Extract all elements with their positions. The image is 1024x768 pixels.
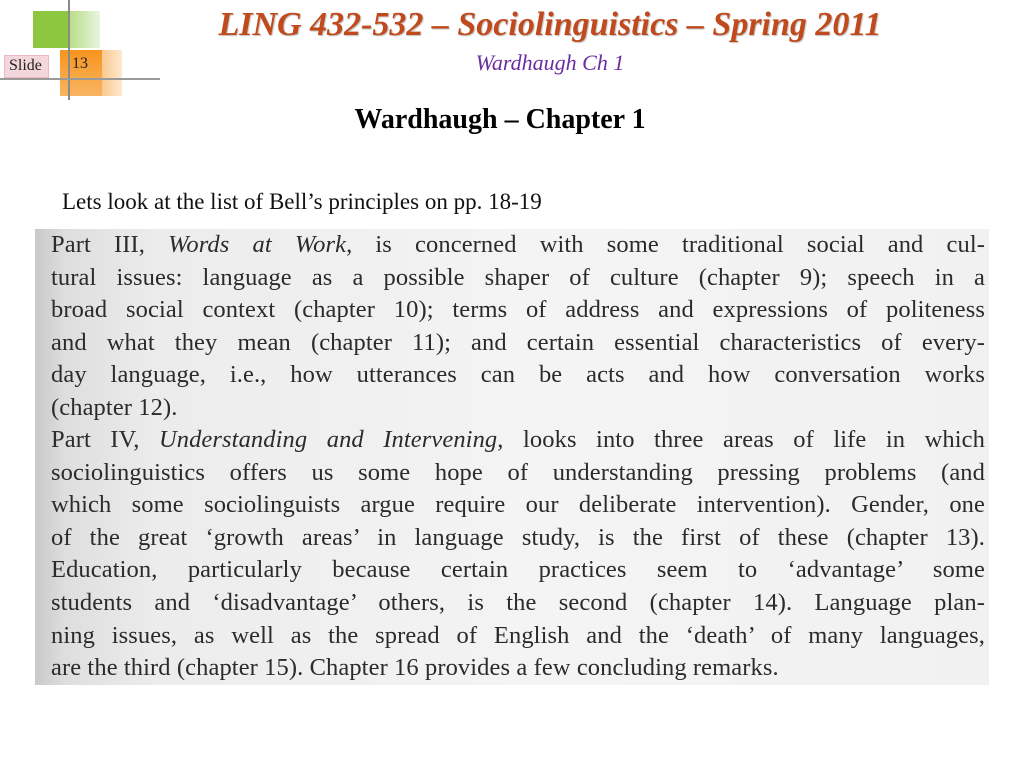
- excerpt-line: sociolinguistics offers us some hope of understanding pressing problems (and: [51, 458, 985, 486]
- excerpt-line: tural issues: language as a possible shaper of culture (chapter 9); speech in a: [51, 263, 985, 291]
- excerpt-line: Education, particularly because certain practices seem to ‘advantage’ some: [51, 556, 985, 584]
- excerpt-line: ning issues, as well as the spread of English and the ‘death’ of many languages,: [51, 621, 985, 649]
- excerpt-line: and what they mean (chapter 11); and certain essential characteristics of every-: [51, 328, 985, 356]
- logo-vertical-line: [68, 0, 70, 100]
- logo-green-fade: [70, 11, 100, 48]
- excerpt-line: (chapter 12).: [51, 393, 178, 421]
- excerpt-line: students and ‘disadvantage’ others, is the second (chapter 14). Language plan-: [51, 588, 985, 616]
- excerpt-line: Part IV, Understanding and Intervening, looks into three areas of life in which: [51, 426, 985, 453]
- course-title: LING 432-532 – Sociolinguistics – Spring 2011: [218, 6, 882, 43]
- slide-number: 13: [72, 55, 88, 72]
- excerpt-line: which some sociolinguists argue require our deliberate intervention). Gender, one: [51, 491, 985, 519]
- slide-heading: Wardhaugh – Chapter 1: [354, 104, 646, 135]
- excerpt-paragraph-part-iii: [51, 229, 985, 425]
- logo-horizontal-line: [0, 78, 160, 80]
- excerpt-paragraph-part-iv: [51, 424, 985, 685]
- logo-orange-fade: [102, 50, 122, 96]
- course-subtitle: Wardhaugh Ch 1: [475, 50, 625, 75]
- scanned-excerpt-image: [35, 229, 989, 685]
- intro-text: Lets look at the list of Bell’s principles on pp. 18-19: [62, 189, 542, 214]
- excerpt-line: day language, i.e., how utterances can be acts and how conversation works: [51, 361, 985, 389]
- excerpt-line: are the third (chapter 15). Chapter 16 provides a few concluding remarks.: [51, 654, 779, 682]
- slide-label: Slide: [4, 55, 49, 78]
- excerpt-line: broad social context (chapter 10); terms of address and expressions of politeness: [51, 296, 985, 324]
- excerpt-line: of the great ‘growth areas’ in language study, is the first of these (chapter 13).: [51, 523, 985, 551]
- excerpt-line: Part III, Words at Work, is concerned with some traditional social and cul-: [51, 231, 985, 258]
- logo-green-square: [33, 11, 70, 48]
